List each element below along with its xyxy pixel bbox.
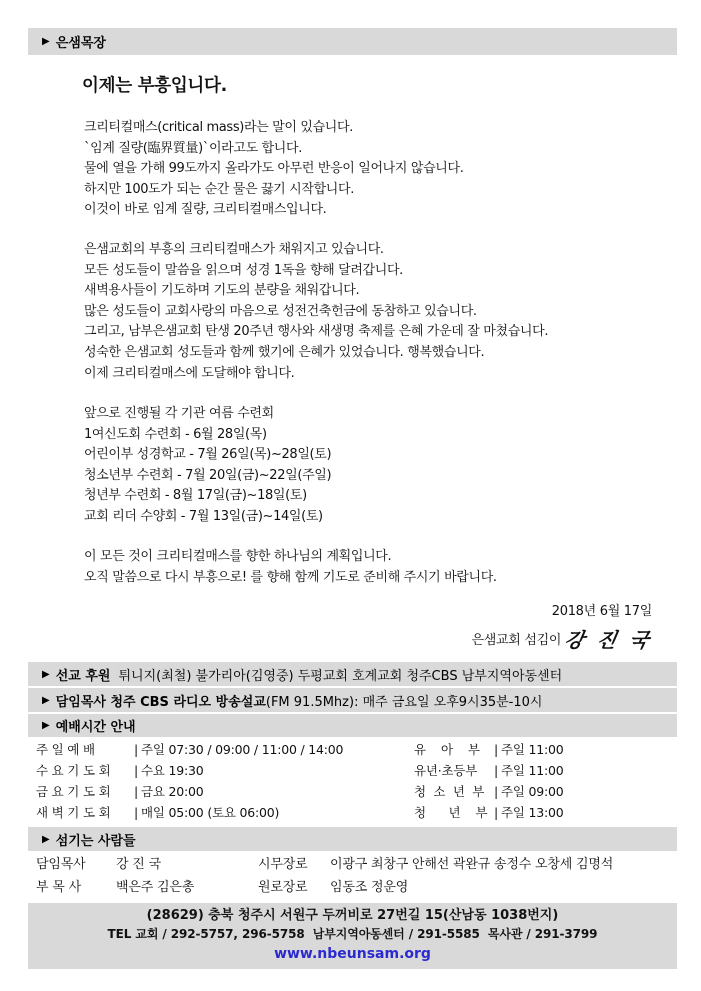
staff-row [258,876,613,899]
website-link[interactable]: www.nbeunsam.org [274,946,431,962]
service-name: 주 일 예 배 [36,742,95,757]
staff-names: 백은주 김은총 [116,880,195,895]
retreat-schedule-paragraph [84,404,331,528]
triangle-right-icon: ▶ [42,833,50,845]
radio-sermon-label: 담임목사 청주 CBS 라디오 방송설교 [55,694,266,710]
service-time: 주일 09:00 [501,784,564,799]
article-date: 2018년 6월 17일 [551,604,652,619]
schedule-row: 유년·초등부 | 주일 11:00 [414,760,564,781]
triangle-right-icon: ▶ [42,720,50,731]
text-line: 많은 성도들이 교회사랑의 마음으로 성전건축헌금에 동참하고 있습니다. [84,303,477,319]
service-time: 매일 05:00 (토요 06:00) [141,805,280,820]
text-line: 모든 성도들이 말씀을 읽으며 성경 1독을 향해 달려갑니다. [84,262,403,278]
text-line: 앞으로 진행될 각 기관 여름 수련회 [84,406,274,421]
section-header-bar [28,28,677,55]
text-line: 은샘교회의 부흥의 크리티컬매스가 채워지고 있습니다. [84,242,384,257]
church-address: (28629) 충북 청주시 서원구 두꺼비로 27번길 15(산남동 1038번지) [146,908,559,923]
text-line: 물에 열을 가해 99도까지 올라가도 아무런 반응이 일어나지 않습니다. [84,161,464,177]
service-time: 주일 11:00 [501,742,564,757]
staff-role: 시무장로 [258,857,308,872]
text-line: 성숙한 은샘교회 성도들과 함께 했기에 은혜가 있었습니다. 행복했습니다. [84,344,485,360]
worship-times-bar [28,714,677,737]
service-time: 주일 11:00 [501,763,564,778]
text-line: 1여신도회 수련회 - 6월 28일(목) [84,426,267,442]
staff-list-right [258,853,613,899]
schedule-row: 유 아 부 | 주일 11:00 [414,739,564,760]
article-paragraph [84,240,548,384]
text-line: 그리고, 남부은샘교회 탄생 20주년 행사와 새생명 축제를 은혜 가운데 잘 마쳤습니다. [84,324,549,340]
schedule-row: 청 년 부 | 주일 13:00 [414,802,564,823]
schedule-row: 새 벽 기 도 회 | 매일 05:00 (토요 06:00) [36,802,343,823]
article-paragraph [84,118,464,221]
mission-support-label: 선교 후원 [55,668,111,684]
service-name: 새 벽 기 도 회 [36,805,111,820]
staff-row [258,853,613,876]
section-title: 은샘목장 [55,36,106,51]
text-line: `임계 질량(臨界質量)`이라고도 합니다. [84,140,302,156]
handwritten-signature: 강 진 국 [562,628,654,652]
article-paragraph [84,547,497,588]
church-footer [28,903,677,969]
article-title: 이제는 부흥입니다. [82,76,227,96]
staff-names: 강 진 국 [116,857,161,872]
service-name: 금 요 기 도 회 [36,784,111,799]
staff-list-left [36,853,194,899]
schedule-row: 주 일 예 배 | 주일 07:30 / 09:00 / 11:00 / 14:00 [36,739,343,760]
department-name: 유 아 부 [414,742,480,757]
staff-role: 원로장로 [258,880,308,895]
staff-names: 임동조 정운영 [330,880,409,895]
text-line: 오직 말씀으로 다시 부흥으로! 를 향해 함께 기도로 준비해 주시기 바랍니다. [84,569,497,585]
text-line: 이 모든 것이 크리티컬매스를 향한 하나님의 계획입니다. [84,549,392,564]
church-phone-numbers: TEL 교회 / 292-5757, 296-5758 남부지역아동센터 / 291-5585 목사관 / 291-3799 [107,927,598,941]
service-time: 주일 13:00 [501,805,564,820]
text-line: 교회 리더 수양회 - 7월 13일(금)~14일(토) [84,508,323,524]
author-prefix: 은샘교회 섬김이 [471,633,562,648]
department-name: 청 년 부 [414,805,488,820]
mission-support-bar [28,662,677,686]
text-line: 청소년부 수련회 - 7월 20일(금)~22일(주일) [84,467,332,483]
text-line: 이것이 바로 임계 질량, 크리티컬매스입니다. [84,202,327,218]
text-line: 어린이부 성경학교 - 7월 26일(목)~28일(토) [84,447,332,463]
staff-names: 이광구 최창구 안해선 곽완규 송정수 오창세 김명석 [330,857,614,872]
staff-bar [28,827,677,851]
triangle-right-icon: ▶ [42,36,50,47]
service-time: 주일 07:30 / 09:00 / 11:00 / 14:00 [141,742,344,757]
worship-schedule-left [36,739,343,823]
text-line: 청년부 수련회 - 8월 17일(금)~18일(토) [84,488,307,504]
service-time: 금요 20:00 [141,784,204,799]
text-line: 이제 크리티컬매스에 도달해야 합니다. [84,365,295,381]
worship-schedule-right [414,739,564,823]
triangle-right-icon: ▶ [42,694,50,706]
worship-times-title: 예배시간 안내 [55,720,136,735]
schedule-row: 수 요 기 도 회 | 수요 19:30 [36,760,343,781]
text-line: 새벽용사들이 기도하며 기도의 분량을 채워갑니다. [84,283,360,299]
staff-role: 부 목 사 [36,880,81,895]
service-time: 수요 19:30 [141,763,204,778]
schedule-row: 청 소 년 부 | 주일 09:00 [414,781,564,802]
mission-support-list: 튀니지(최철) 불가리아(김영중) 두평교회 호계교회 청주CBS 남부지역아동센터 [118,668,563,684]
staff-title: 섬기는 사람들 [55,833,136,849]
staff-role: 담임목사 [36,857,86,872]
schedule-row: 금 요 기 도 회 | 금요 20:00 [36,781,343,802]
staff-row [36,853,194,876]
radio-sermon-bar [28,688,677,712]
text-line: 크리티컬매스(critical mass)라는 말이 있습니다. [84,120,353,135]
text-line: 하지만 100도가 되는 순간 물은 끓기 시작합니다. [84,181,354,197]
staff-row [36,876,194,899]
radio-sermon-detail: (FM 91.5Mhz): 매주 금요일 오후9시35분-10시 [265,694,543,710]
department-name: 유년·초등부 [414,763,478,778]
department-name: 청 소 년 부 [414,784,485,799]
triangle-right-icon: ▶ [42,668,50,680]
service-name: 수 요 기 도 회 [36,763,111,778]
author-line [471,624,652,653]
